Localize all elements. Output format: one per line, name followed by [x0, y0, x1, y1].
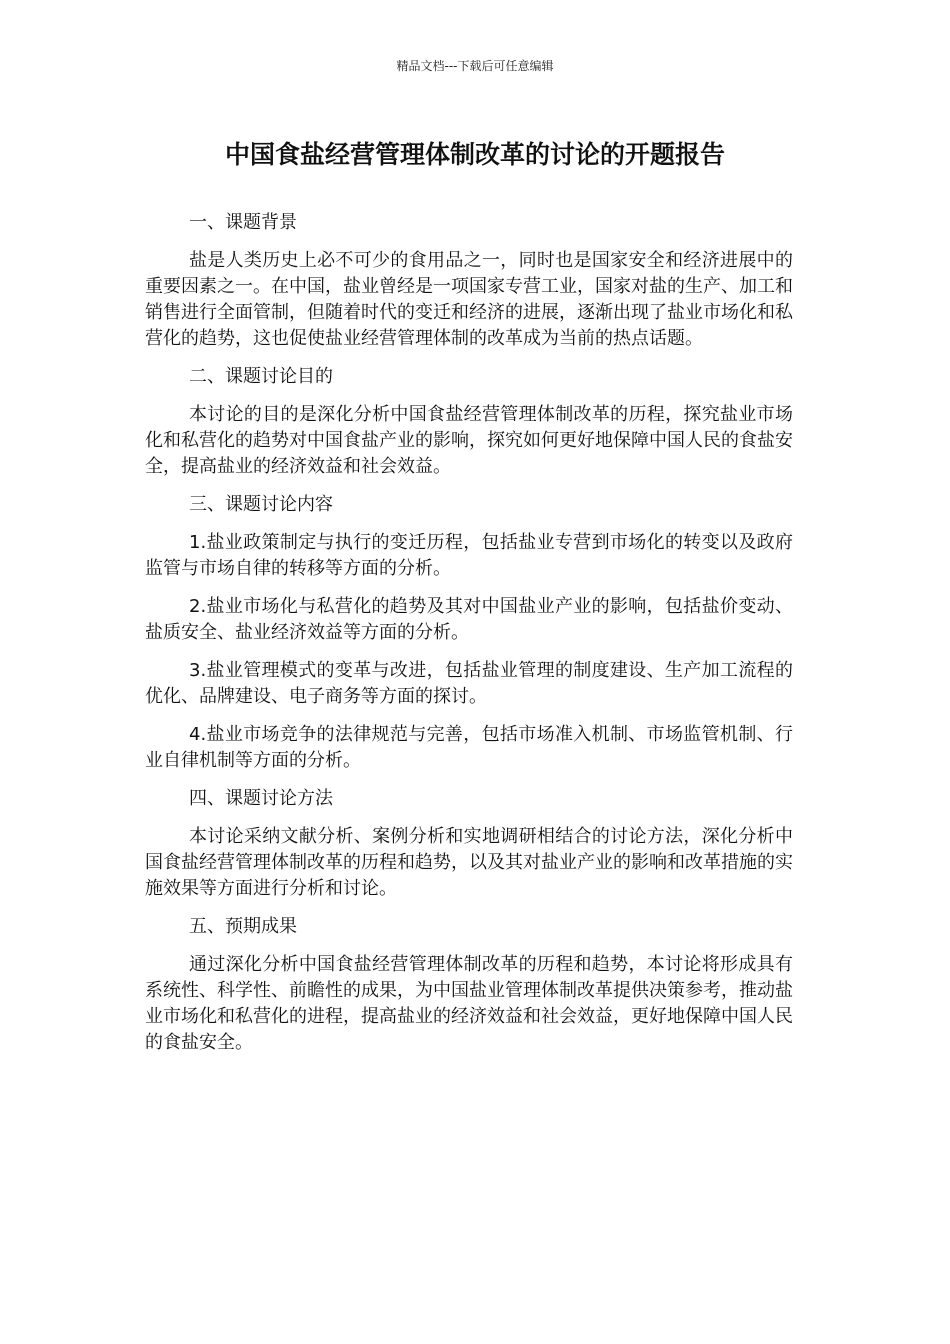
- section-paragraph: 通过深化分析中国食盐经营管理体制改革的历程和趋势，本讨论将形成具有系统性、科学性、前瞻性的成果，为中国盐业管理体制改革提供决策参考，推动盐业市场化和私营化的进程，提高盐业的经济效益和社会效益，更好地保障中国人民的食盐安全。: [145, 954, 793, 1053]
- section-heading-content: 三、课题讨论内容: [189, 494, 333, 515]
- section-heading-background: 一、课题背景: [189, 212, 297, 233]
- content-item-1: 1.盐业政策制定与执行的变迁历程，包括盐业专营到市场化的转变以及政府监管与市场自律的转移等方面的分析。: [145, 532, 793, 579]
- section-paragraph: 盐是人类历史上必不可少的食用品之一，同时也是国家安全和经济进展中的重要因素之一。在中国，盐业曾经是一项国家专营工业，国家对盐的生产、加工和销售进行全面管制，但随着时代的变迁和经济的进展，逐渐出现了盐业市场化和私营化的趋势，这也促使盐业经营管理体制的改革成为当前的热点话题。: [145, 250, 793, 349]
- document-title: 中国食盐经营管理体制改革的讨论的开题报告: [224, 140, 725, 169]
- section-heading-results: 五、预期成果: [189, 916, 297, 937]
- content-item-2: 2.盐业市场化与私营化的趋势及其对中国盐业产业的影响，包括盐价变动、盐质安全、盐业经济效益等方面的分析。: [145, 596, 793, 643]
- header-note: 精品文档---下载后可任意编辑: [396, 59, 554, 73]
- section-heading-method: 四、课题讨论方法: [189, 788, 333, 809]
- section-paragraph: 本讨论的目的是深化分析中国食盐经营管理体制改革的历程，探究盐业市场化和私营化的趋势对中国食盐产业的影响，探究如何更好地保障中国人民的食盐安全，提高盐业的经济效益和社会效益。: [145, 404, 793, 477]
- section-heading-purpose: 二、课题讨论目的: [189, 366, 333, 387]
- content-item-3: 3.盐业管理模式的变革与改进，包括盐业管理的制度建设、生产加工流程的优化、品牌建设、电子商务等方面的探讨。: [145, 660, 793, 707]
- document-body: [145, 210, 793, 1068]
- content-item-4: 4.盐业市场竞争的法律规范与完善，包括市场准入机制、市场监管机制、行业自律机制等方面的分析。: [145, 724, 793, 771]
- section-paragraph: 本讨论采纳文献分析、案例分析和实地调研相结合的讨论方法，深化分析中国食盐经营管理体制改革的历程和趋势，以及其对盐业产业的影响和改革措施的实施效果等方面进行分析和讨论。: [145, 826, 793, 899]
